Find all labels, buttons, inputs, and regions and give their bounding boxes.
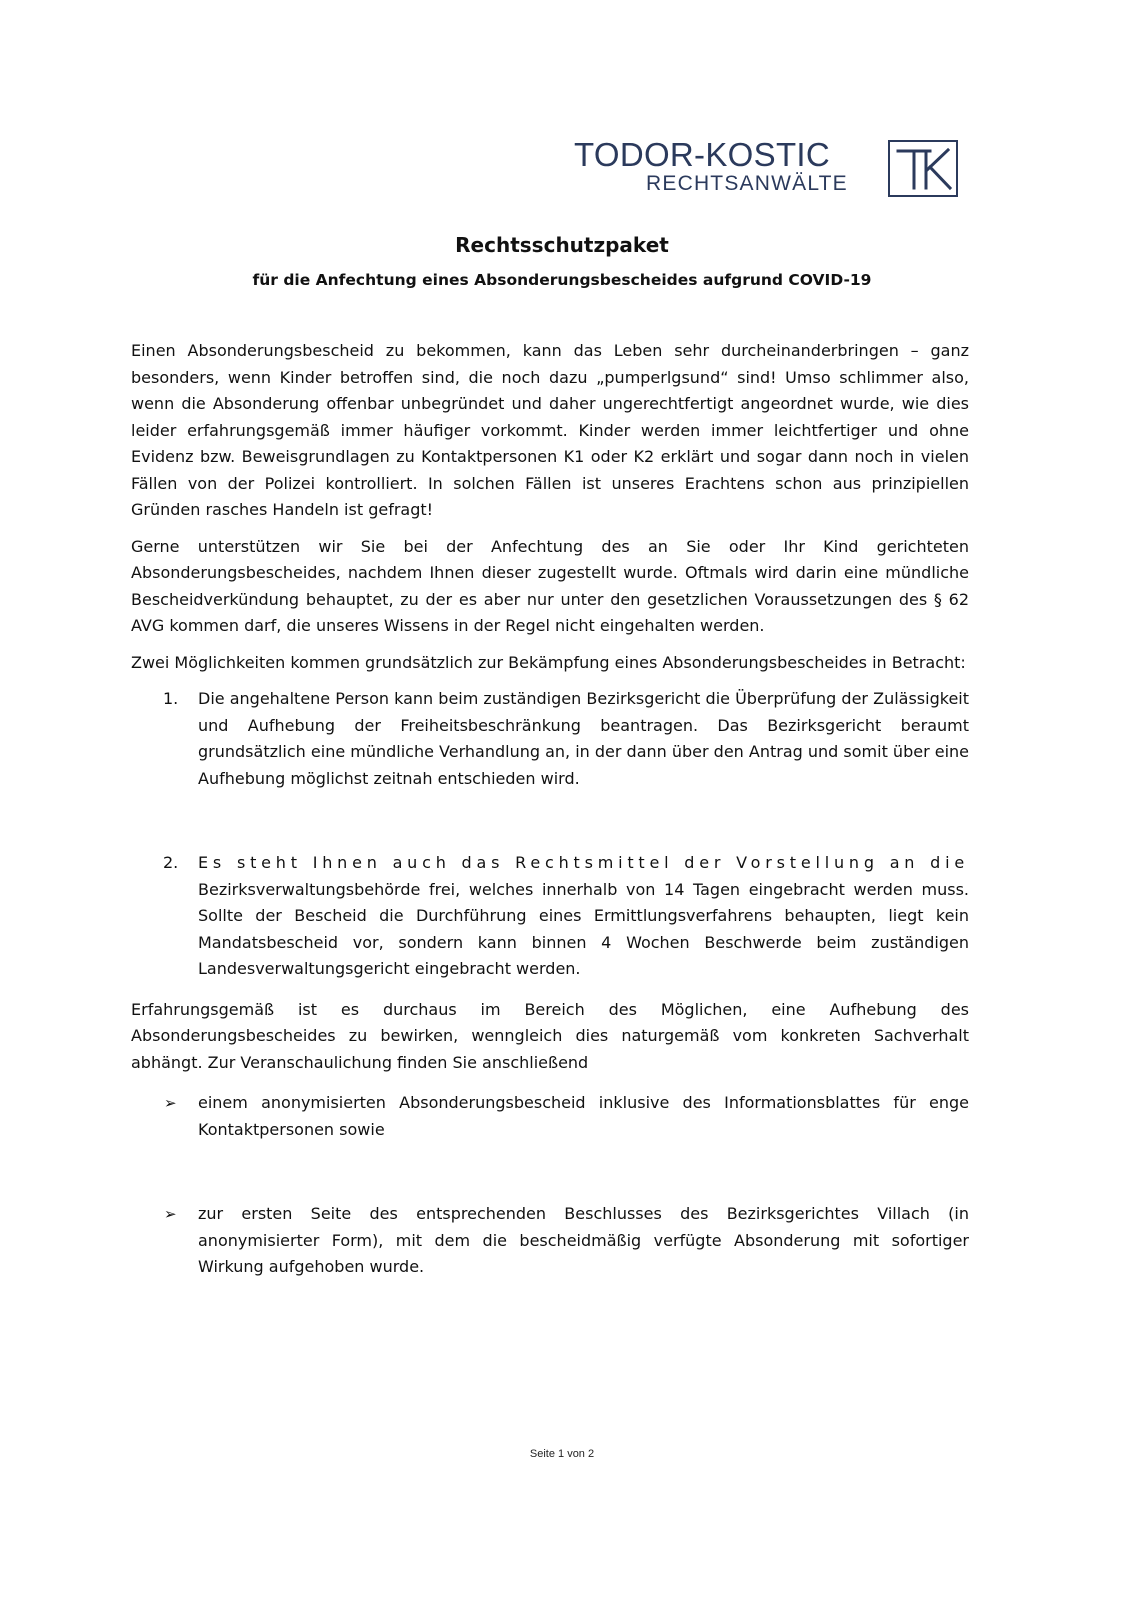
list-item	[131, 686, 969, 792]
company-logo	[574, 137, 974, 201]
document-body	[131, 338, 969, 1339]
attachments-list	[131, 1090, 969, 1281]
tk-monogram-icon	[888, 140, 958, 197]
list-item-text: einem anonymisierten Absonderungsbescheid inklusive des Informationsblattes für enge Kontaktpersonen sowie	[198, 1093, 969, 1139]
arrow-bullet-icon: ➢	[164, 1205, 177, 1223]
list-item-text: Bezirksverwaltungsbehörde frei, welches innerhalb von 14 Tagen eingebracht werden muss. Sollte der Bescheid die Durchführung eines Ermittlungsverfahrens behaupten, liegt kein Mandatsbescheid vor, sondern kann binnen 4 Wochen Beschwerde beim zuständigen Landesverwaltungsgericht eingebracht werden.	[198, 879, 969, 978]
paragraph-options: Zwei Möglichkeiten kommen grundsätzlich zur Bekämpfung eines Absonderungsbescheides in Betracht:	[131, 652, 966, 672]
paragraph-support: Gerne unterstützen wir Sie bei der Anfechtung des an Sie oder Ihr Kind gerichteten Absonderungsbescheides, nachdem Ihnen dieser zugestellt wurde. Oftmals wird darin eine mündliche Bescheidverkündung behauptet, zu der es aber nur unter den gesetzlichen Voraussetzungen des § 62 AVG kommen darf, die unseres Wissens in der Regel nicht eingehalten werden.	[131, 536, 969, 635]
list-item-lead: Es steht Ihnen auch das Rechtsmittel der Vorstellung an die	[198, 853, 969, 872]
document-title: Rechtsschutzpaket	[455, 233, 669, 257]
logo-subtitle: RECHTSANWÄLTE	[646, 172, 848, 195]
paragraph-experience: Erfahrungsgemäß ist es durchaus im Bereich des Möglichen, eine Aufhebung des Absonderungsbescheides zu bewirken, wenngleich dies naturgemäß vom konkreten Sachverhalt abhängt. Zur Veranschaulichung finden Sie anschließend	[131, 999, 969, 1072]
list-item-text: Die angehaltene Person kann beim zuständigen Bezirksgericht die Überprüfung der Zulässigkeit und Aufhebung der Freiheitsbeschränkung beantragen. Das Bezirksgericht beraumt grundsätzlich eine mündliche Verhandlung an, in der dann über den Antrag und somit über eine Aufhebung möglichst zeitnah entschieden wird.	[198, 689, 970, 788]
logo-name: TODOR-KOSTIC	[574, 136, 830, 173]
list-number: 2.	[163, 853, 179, 872]
list-item	[131, 850, 969, 983]
arrow-bullet-icon: ➢	[164, 1094, 177, 1112]
list-item	[131, 1201, 969, 1281]
document-subtitle: für die Anfechtung eines Absonderungsbescheides aufgrund COVID-19	[252, 271, 872, 289]
page-number: Seite 1 von 2	[529, 1448, 595, 1460]
list-item	[131, 1090, 969, 1143]
list-number: 1.	[163, 689, 179, 708]
paragraph-intro: Einen Absonderungsbescheid zu bekommen, kann das Leben sehr durcheinanderbringen – ganz besonders, wenn Kinder betroffen sind, die noch dazu „pumperlgsund“ sind! Umso schlimmer also, wenn die Absonderung offenbar unbegründet und daher ungerechtfertigt angeordnet wurde, wie dies leider erfahrungsgemäß immer häufiger vorkommt. Kinder werden immer leichtfertiger und ohne Evidenz bzw. Beweisgrundlagen zu Kontaktpersonen K1 oder K2 erklärt und sogar dann noch in vielen Fällen von der Polizei kontrolliert. In solchen Fällen ist unseres Erachtens schon aus prinzipiellen Gründen rasches Handeln ist gefragt!	[131, 341, 969, 519]
options-list	[131, 686, 969, 983]
list-item-text: zur ersten Seite des entsprechenden Beschlusses des Bezirksgerichtes Villach (in anonymisierter Form), mit dem die bescheidmäßig verfügte Absonderung mit sofortiger Wirkung aufgehoben wurde.	[198, 1204, 969, 1276]
